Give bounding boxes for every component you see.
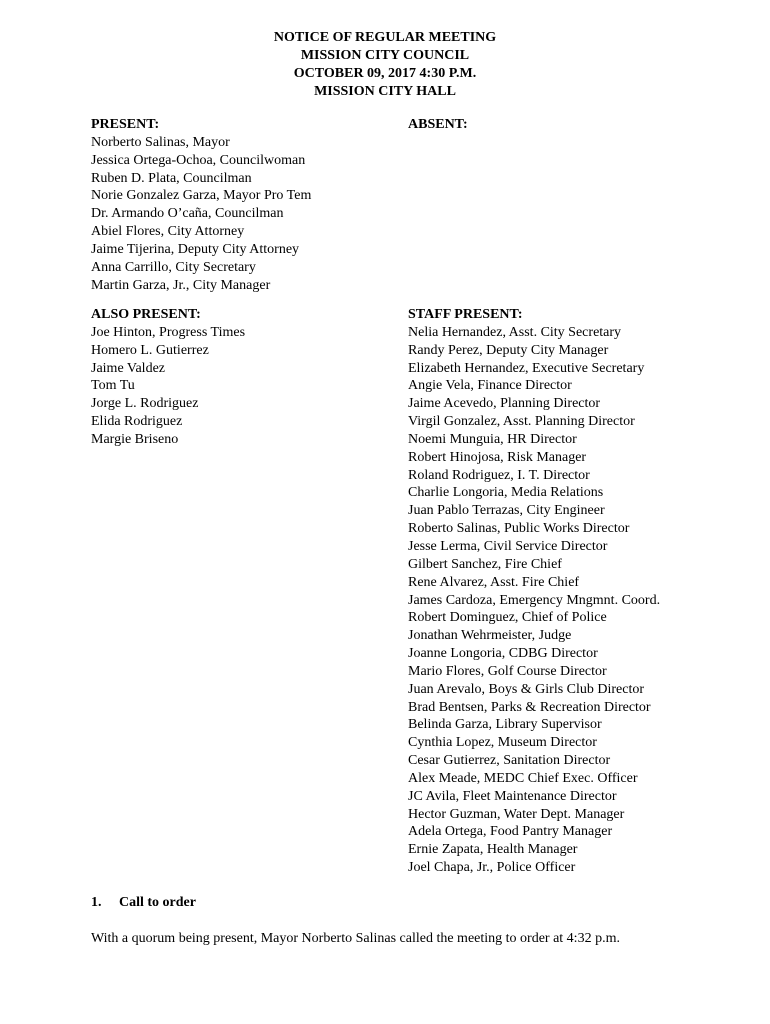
present-member: Ruben D. Plata, Councilman [91,170,252,186]
staff-member: Noemi Munguia, HR Director [408,431,577,447]
staff-member: Jaime Acevedo, Planning Director [408,396,601,412]
staff-member: Cynthia Lopez, Museum Director [408,735,597,751]
staff-present-heading: STAFF PRESENT: [408,307,523,322]
staff-member: Ernie Zapata, Health Manager [408,842,578,858]
also-present-person: Joe Hinton, Progress Times [91,324,246,340]
staff-member: Joel Chapa, Jr., Police Officer [408,860,576,876]
agenda-item-number: 1. [91,895,102,910]
header-council-name: MISSION CITY COUNCIL [300,48,470,63]
present-member: Jaime Tijerina, Deputy City Attorney [91,241,300,257]
staff-member: Robert Dominguez, Chief of Police [408,610,607,626]
staff-member: Elizabeth Hernandez, Executive Secretary [408,360,645,376]
staff-member: Nelia Hernandez, Asst. City Secretary [408,324,622,340]
meeting-header [0,29,770,101]
staff-present-list [408,324,660,877]
agenda-item-text: With a quorum being present, Mayor Norberto Salinas called the meeting to order at 4:32 p.m. [91,931,620,946]
also-present-person: Jaime Valdez [91,360,165,376]
staff-member: JC Avila, Fleet Maintenance Director [408,788,617,804]
present-member: Jessica Ortega-Ochoa, Councilwoman [91,152,306,168]
also-present-person: Elida Rodriguez [91,414,183,430]
present-member: Dr. Armando O’caña, Councilman [91,206,284,222]
present-section [91,116,311,294]
staff-member: Robert Hinojosa, Risk Manager [408,449,587,465]
staff-member: Virgil Gonzalez, Asst. Planning Director [408,414,635,430]
staff-member: James Cardoza, Emergency Mngmnt. Coord. [408,592,661,608]
staff-present-section [408,306,660,877]
header-date-time: OCTOBER 09, 2017 4:30 P.M. [293,66,477,81]
header-location: MISSION CITY HALL [314,84,456,99]
staff-member: Gilbert Sanchez, Fire Chief [408,556,562,572]
staff-member: Juan Pablo Terrazas, City Engineer [408,503,605,519]
staff-member: Cesar Gutierrez, Sanitation Director [408,753,611,769]
present-member: Norberto Salinas, Mayor [91,134,230,150]
present-member: Norie Gonzalez Garza, Mayor Pro Tem [91,188,312,204]
also-present-list [91,324,245,449]
present-member: Abiel Flores, City Attorney [91,224,245,240]
staff-member: Belinda Garza, Library Supervisor [408,717,602,733]
staff-member: Joanne Longoria, CDBG Director [408,646,598,662]
staff-member: Brad Bentsen, Parks & Recreation Director [408,699,651,715]
also-present-person: Jorge L. Rodriguez [91,396,199,412]
present-member: Anna Carrillo, City Secretary [91,259,256,275]
staff-member: Roberto Salinas, Public Works Director [408,521,630,537]
present-list [91,134,311,295]
staff-member: Hector Guzman, Water Dept. Manager [408,806,625,822]
present-member: Martin Garza, Jr., City Manager [91,277,271,293]
staff-member: Adela Ortega, Food Pantry Manager [408,824,613,840]
also-present-section [91,306,245,449]
staff-member: Rene Alvarez, Asst. Fire Chief [408,574,580,590]
staff-member: Roland Rodriguez, I. T. Director [408,467,590,483]
also-present-person: Tom Tu [91,378,135,394]
also-present-heading: ALSO PRESENT: [91,307,201,322]
staff-member: Mario Flores, Golf Course Director [408,663,607,679]
absent-heading: ABSENT: [408,117,468,132]
agenda-item-heading [91,895,196,911]
header-notice-title: NOTICE OF REGULAR MEETING [273,30,497,45]
present-heading: PRESENT: [91,117,160,132]
staff-member: Randy Perez, Deputy City Manager [408,342,609,358]
staff-member: Juan Arevalo, Boys & Girls Club Director [408,681,645,697]
absent-section [408,116,468,134]
staff-member: Jonathan Wehrmeister, Judge [408,628,572,644]
agenda-item-title: Call to order [119,895,196,910]
also-present-person: Homero L. Gutierrez [91,342,209,358]
staff-member: Angie Vela, Finance Director [408,378,572,394]
staff-member: Charlie Longoria, Media Relations [408,485,604,501]
staff-member: Alex Meade, MEDC Chief Exec. Officer [408,770,638,786]
also-present-person: Margie Briseno [91,431,179,447]
staff-member: Jesse Lerma, Civil Service Director [408,538,608,554]
